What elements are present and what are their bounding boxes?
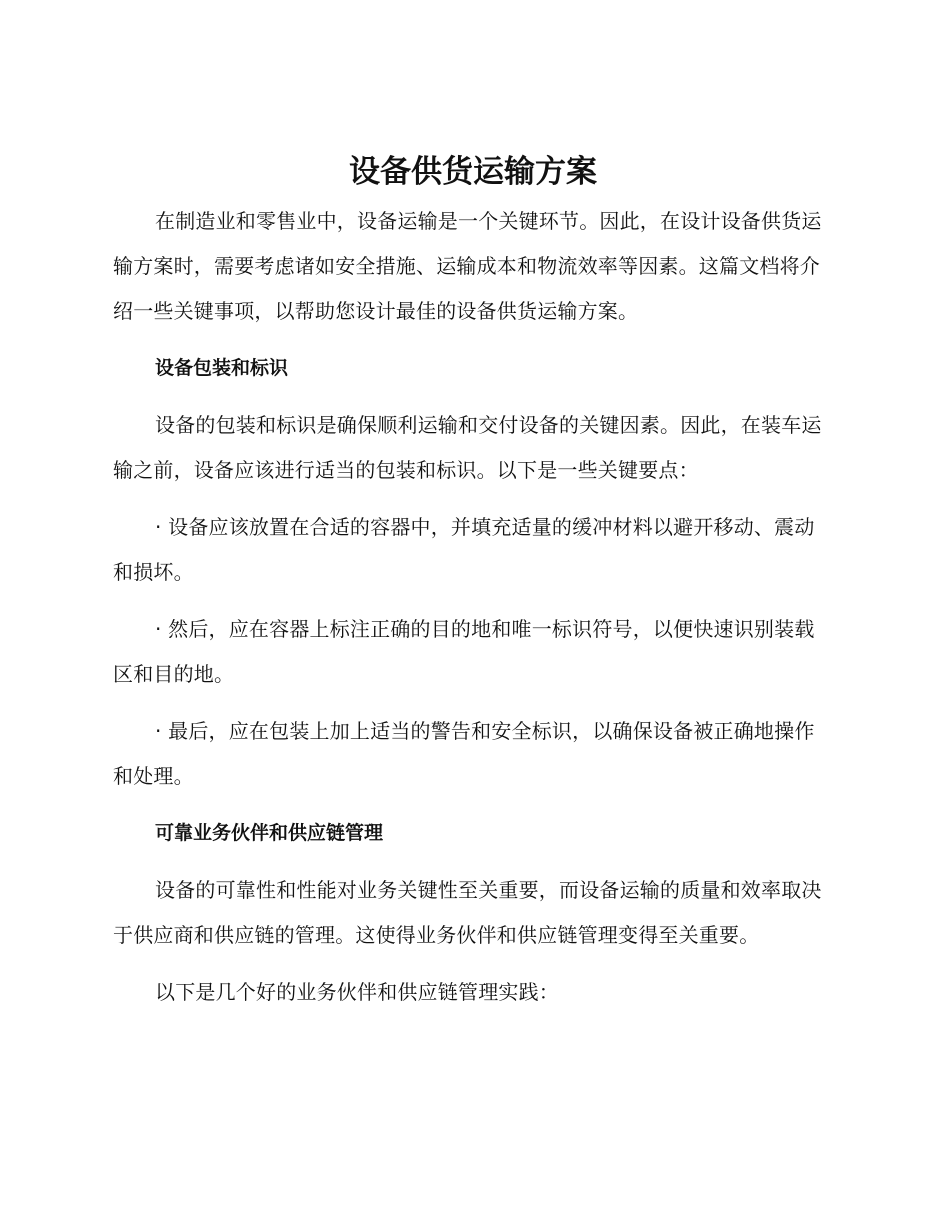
intro-paragraph: 在制造业和零售业中，设备运输是一个关键环节。因此，在设计设备供货运输方案时，需要考虑诸如安全措施、运输成本和物流效率等因素。这篇文档将介绍一些关键事项，以帮助您设计最佳的设备供货运输方案。	[113, 209, 822, 323]
document-title: 设备供货运输方案	[349, 154, 597, 190]
packaging-paragraph: 设备的包装和标识是确保顺利运输和交付设备的关键因素。因此，在装车运输之前，设备应该进行适当的包装和标识。以下是一些关键要点：	[113, 413, 822, 482]
section-heading-packaging: 设备包装和标识	[155, 357, 289, 379]
spacer	[113, 493, 833, 505]
supply-chain-paragraph: 设备的可靠性和性能对业务关键性至关重要，而设备运输的质量和效率取决于供应商和供应链的管理。这使得业务伙伴和供应链管理变得至关重要。	[113, 878, 822, 947]
spacer	[113, 334, 833, 346]
spacer	[113, 958, 833, 970]
packaging-bullet-label: · 然后，应在容器上标注正确的目的地和唯一标识符号，以便快速识别装载区和目的地。	[113, 617, 815, 686]
document-body	[113, 150, 833, 1015]
supply-chain-practices-intro: 以下是几个好的业务伙伴和供应链管理实践：	[155, 980, 559, 1004]
spacer	[113, 799, 833, 811]
packaging-bullet-warning: · 最后，应在包装上加上适当的警告和安全标识，以确保设备被正确地操作和处理。	[113, 719, 815, 788]
spacer	[113, 856, 833, 868]
spacer	[113, 391, 833, 403]
spacer	[113, 697, 833, 709]
packaging-bullet-container: · 设备应该放置在合适的容器中，并填充适量的缓冲材料以避开移动、震动和损坏。	[113, 515, 815, 584]
section-heading-supply-chain: 可靠业务伙伴和供应链管理	[155, 822, 384, 844]
spacer	[113, 595, 833, 607]
